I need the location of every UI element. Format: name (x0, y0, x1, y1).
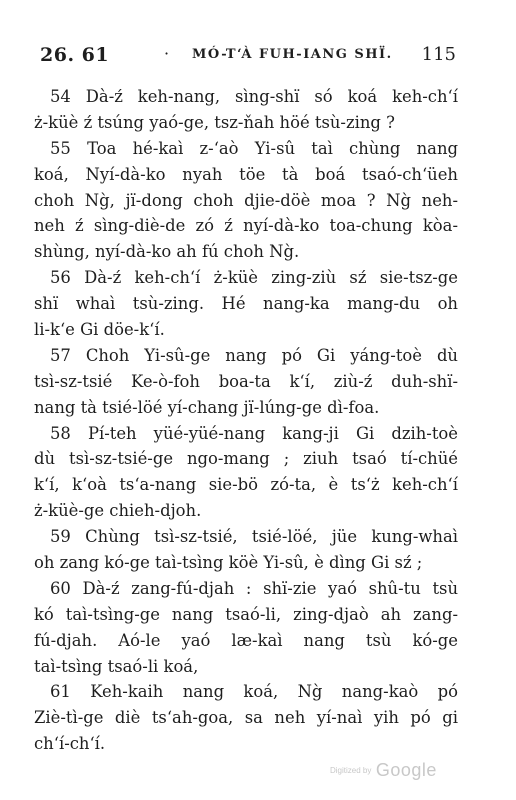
body-text (34, 84, 458, 757)
header-dot: · (164, 44, 170, 63)
text-line: ż-küè ź tsúng yaó-ge, tsz-ňah höé tsù-zing ? (34, 112, 395, 132)
text-line: fú-djah. Aó-le yaó læ-kaì nang tsù kó-ge (34, 630, 458, 650)
text-line: 58 Pí-teh yüé-yüé-nang kang-ji Gi dzih-toè (50, 423, 458, 443)
text-line: koá, Nyí-dà-ko nyah töe tà boá tsaó-ch‘üeh (34, 164, 458, 184)
text-line: neh ź sìng-diè-de zó ź nyí-dà-ko toa-chung kòa- (34, 216, 458, 236)
text-line: 60 Dà-ź zang-fú-djah : shï-zie yaó shû-tu tsù (50, 578, 458, 598)
text-line: li-k‘e Gi döe-k‘í. (34, 320, 165, 340)
text-line: kó taì-tsìng-ge nang tsaó-li, zing-djaò ah zang- (34, 604, 458, 624)
text-line: tsì-sz-tsié Ke-ò-foh boa-ta k‘í, ziù-ź duh-shï- (34, 371, 458, 391)
text-line: 55 Toa hé-kaì z-‘aò Yi-sû taì chùng nang (50, 138, 458, 158)
running-head (40, 44, 456, 74)
digitized-watermark (330, 760, 437, 781)
text-line: dù tsì-sz-tsié-ge ngo-mang ; ziuh tsaó tí-chüé (34, 449, 458, 469)
text-line: shùng, nyí-dà-ko ah fú choh Ng̀. (34, 242, 300, 262)
text-line: oh zang kó-ge taì-tsìng köè Yi-sû, è dìng Gi sź ; (34, 553, 423, 573)
chapter-verse-range: 26. 61 (40, 44, 110, 66)
text-line: k‘í, k‘oà ts‘a-nang sie-bö zó-ta, è ts‘ż keh-ch‘í (34, 475, 458, 495)
text-line: choh Ng̀, jï-dong choh djie-döè moa ? Ng̀ neh- (34, 190, 458, 210)
running-title: MÓ-T‘À FUH-IANG SHÏ. (192, 47, 393, 62)
text-line: ż-küè-ge chieh-djoh. (34, 501, 202, 521)
text-line: ch‘í-ch‘í. (34, 734, 106, 754)
text-line: 59 Chùng tsì-sz-tsié, tsié-löé, jüe kung-whaì (50, 527, 458, 547)
text-line: 56 Dà-ź keh-ch‘í ż-küè zing-ziù sź sie-tsz-ge (50, 268, 458, 288)
text-line: taì-tsìng tsaó-li koá, (34, 656, 199, 676)
watermark-prefix: Digitized by (330, 766, 372, 775)
text-line: 61 Keh-kaih nang koá, Ng̀ nang-kaò pó (50, 682, 458, 702)
text-line: 57 Choh Yi-sû-ge nang pó Gi yáng-toè dù (50, 345, 458, 365)
google-logo: Google (375, 760, 437, 780)
text-line: 54 Dà-ź keh-nang, sìng-shï só koá keh-ch‘í (50, 87, 458, 106)
text-line: nang tà tsié-löé yí-chang jï-lúng-ge dì-foa. (34, 397, 380, 417)
text-line: Ziè-tì-ge diè ts‘ah-goa, sa neh yí-naì yih pó gi (34, 708, 458, 728)
text-line: shï whaì tsù-zing. Hé nang-ka mang-du oh (34, 294, 458, 314)
page-number: 115 (421, 44, 456, 65)
